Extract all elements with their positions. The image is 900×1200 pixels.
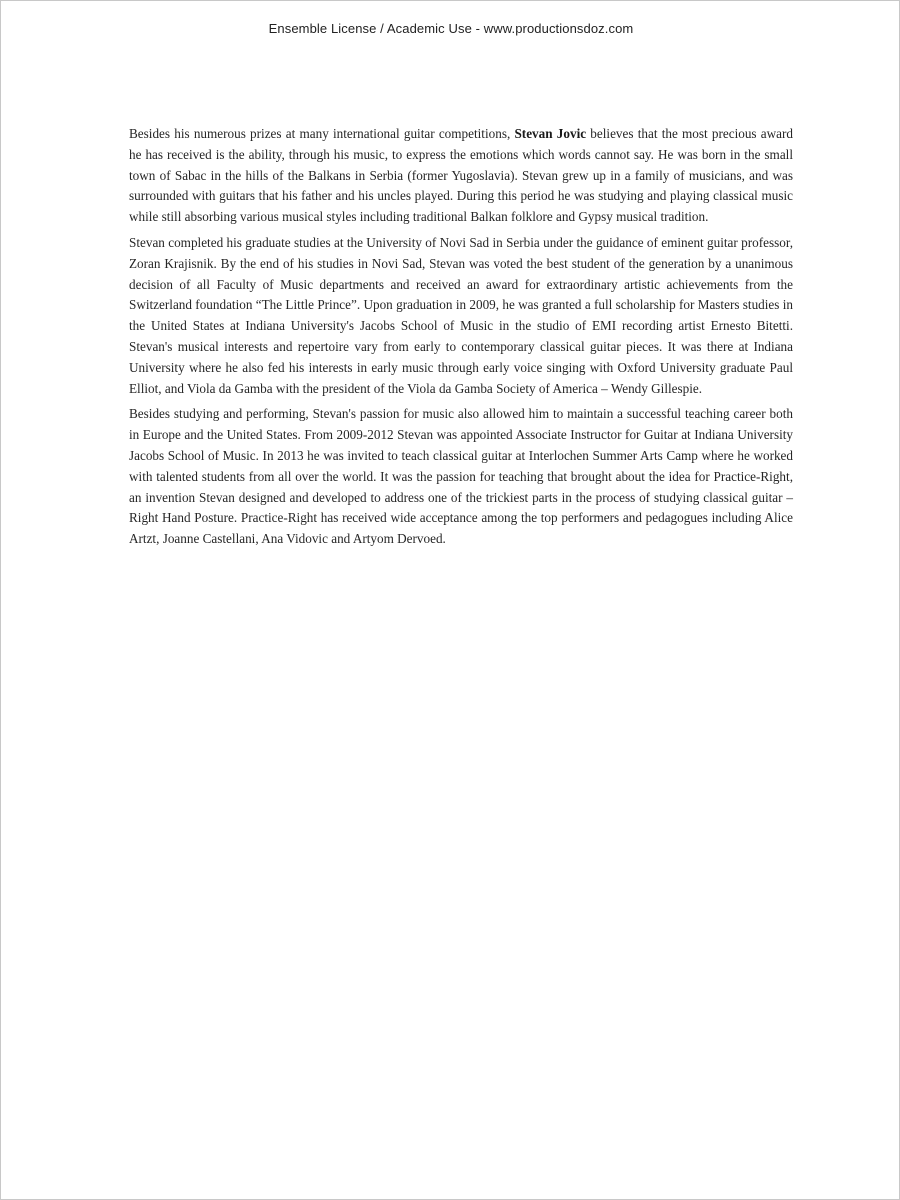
bio-paragraph-1-intro: Besides his numerous prizes at many international guitar competitions,	[129, 126, 515, 141]
biography-text	[129, 124, 793, 555]
bio-paragraph-3: Besides studying and performing, Stevan's passion for music also allowed him to maintain a successful teaching career both in Europe and the United States. From 2009-2012 Stevan was appointed Associate Instructor for Guitar at Indiana University Jacobs School of Music. In 2013 he was invited to teach classical guitar at Interlochen Summer Arts Camp where he worked with talented students from all over the world. It was the passion for teaching that brought about the idea for Practice-Right, an invention Stevan designed and developed to address one of the trickiest parts in the process of studying classical guitar – Right Hand Posture. Practice-Right has received wide acceptance among the top performers and pedagogues including Alice Artzt, Joanne Castellani, Ana Vidovic and Artyom Dervoed.	[129, 406, 793, 547]
bio-paragraph-1-rest: believes that the most precious award he has received is the ability, through his music, to express the emotions which words cannot say. He was born in the small town of Sabac in the hills of the Balkans in Serbia (former Yugoslavia). Stevan grew up in a family of musicians, and was surrounded with guitars that his father and his uncles played. During this period he was studying and playing classical music while still absorbing various musical styles including traditional Balkan folklore and Gypsy musical tradition.	[129, 126, 793, 225]
bio-paragraph-1	[129, 124, 793, 228]
artist-name: Stevan Jovic	[514, 126, 587, 141]
bio-paragraph-2: Stevan completed his graduate studies at the University of Novi Sad in Serbia under the guidance of eminent guitar professor, Zoran Krajisnik. By the end of his studies in Novi Sad, Stevan was voted the best student of the generation by a unanimous decision of all Faculty of Music departments and received an award for extraordinary artistic achievements from the Switzerland foundation “The Little Prince”. Upon graduation in 2009, he was granted a full scholarship for Masters studies in the United States at Indiana University's Jacobs School of Music in the studio of EMI recording artist Ernesto Bitetti. Stevan's musical interests and repertoire vary from early to contemporary classical guitar pieces. It was there at Indiana University where he also fed his interests in early music through early voice singing with Oxford University graduate Paul Elliot, and Viola da Gamba with the president of the Viola da Gamba Society of America – Wendy Gillespie.	[129, 234, 793, 396]
license-header: Ensemble License / Academic Use - www.productionsdoz.com	[268, 21, 634, 36]
